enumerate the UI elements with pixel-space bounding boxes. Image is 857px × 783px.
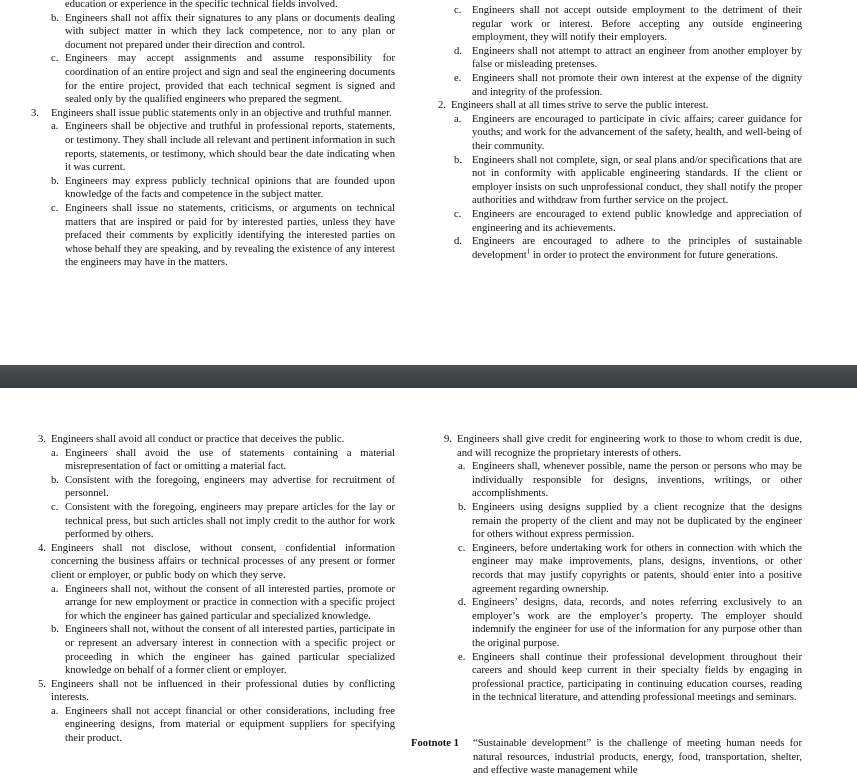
clause-c: c. Engineers shall issue no statements, criticisms, or arguments on technical matters that are inspired or paid for by interested parties, unless they have prefaced their comments by explicitly identifying the interested parties on whose behalf they are speaking, and by revealing the existence of any interest the engineers may have in the matters. (51, 202, 395, 269)
section-5: 5. Engineers shall not be influenced in their professional duties by conflicting interests. (38, 678, 395, 704)
clause-c: c. Engineers may accept assignments and assume responsibility for coordination of an entire project and sign and seal the engineering documents for the entire project, provided that each technical segment is signed and sealed only by the qualified engineers who prepared the segment. (51, 53, 395, 106)
footnote-ref[interactable]: 1 (526, 247, 531, 256)
clause-b: b. Engineers shall not, without the consent of all interested parties, participate in or represent an adversary interest in connection with a specific project or proceeding in which the engineer has gained particular specialized knowledge on behalf of a former client or employer. (51, 624, 395, 677)
clause-b: b. Engineers shall not affix their signatures to any plans or documents dealing with subject matter in which they lack competence, nor to any plan or document not prepared under their direction and control. (51, 12, 395, 51)
clause-a: a. Engineers shall, whenever possible, name the person or persons who may be individually responsible for designs, inventions, writings, or other accomplishments. (458, 461, 802, 500)
clause-c: c. Consistent with the foregoing, engineers may prepare articles for the lay or technical press, but such articles shall not imply credit to the author for work performed by others. (51, 501, 395, 541)
section-4: 4. Engineers shall not disclose, without consent, confidential information concerning the business affairs or technical processes of any present or former client or employer, or public body on which they serve. (38, 542, 395, 581)
page2-right-column (444, 433, 802, 705)
page-separator (0, 365, 857, 388)
footnote (411, 737, 802, 778)
clause-a: a. Engineers shall not, without the consent of all interested parties, promote or arrange for new employment or practice in connection with a specific project for which the engineer has gained particular and specialized knowledge. (51, 583, 395, 622)
clause-b: b. Engineers using designs supplied by a client recognize that the designs remain the property of the client and may not be duplicated by the engineer for others without express permission. (458, 501, 802, 541)
clause-b: b. Engineers may express publicly technical opinions that are founded upon knowledge of the facts and competence in the subject matter. (51, 175, 395, 201)
clause-b: b. Engineers shall not complete, sign, or seal plans and/or specifications that are not in conformity with applicable engineering standards. If the client or employer insists on such unprofessional conduct, they shall notify the proper authorities and withdraw from further service on the project. (454, 154, 802, 207)
clause-b: b. Consistent with the foregoing, engineers may advertise for recruitment of personnel. (51, 474, 395, 500)
clause-c: c. Engineers, before undertaking work for others in connection with which the engineer may make improvements, plans, designs, inventions, or other records that may justify copyrights or patents, should enter into a positive agreement regarding ownership. (458, 542, 802, 595)
document-page-2 (0, 388, 857, 783)
clause-e: e. Engineers shall continue their professional development throughout their careers and should keep current in their specialty fields by engaging in professional practice, participating in continuing education courses, reading in the technical literature, and attending professional meetings and seminars. (458, 651, 802, 704)
clause-a: a. Engineers shall avoid the use of statements containing a material misrepresentation of fact or omitting a material fact. (51, 447, 395, 473)
clause-d: d. Engineers are encouraged to adhere to the principles of sustainable development$^1$ in order to protect the environment for future generations. (454, 236, 802, 261)
clause-a: a. Engineers shall be objective and truthful in professional reports, statements, or testimony. They shall include all relevant and pertinent information in such reports, statements, or testimony, which should bear the date indicating when it was current. (51, 121, 395, 174)
section-3: 3. Engineers shall avoid all conduct or practice that deceives the public. (38, 434, 345, 445)
clause-e: e. Engineers shall not promote their own interest at the expense of the dignity and integrity of the profession. (454, 72, 802, 98)
footnote-text: “Sustainable development” is the challenge of meeting human needs for natural resources, industrial products, energy, food, transportation, shelter, and effective waste management while (473, 738, 802, 777)
page2-left-column (38, 433, 395, 746)
clause-d: d. Engineers’ designs, data, records, and notes referring exclusively to an employer’s work are the employer’s property. The employer should indemnify the engineer for use of the information for any purpose other than the original purpose. (458, 597, 802, 649)
clause-d: d. Engineers shall not attempt to attract an engineer from another employer by false or misleading pretenses. (454, 45, 802, 71)
page1-right-column (438, 4, 802, 262)
section-3: 3. Engineers shall issue public statements only in an objective and truthful manner. (31, 107, 392, 119)
section-2: 2. Engineers shall at all times strive to serve the public interest. (438, 100, 709, 112)
page1-left-column (31, 1, 395, 270)
clause-a: a. Engineers are encouraged to participate in civic affairs; career guidance for youths; and work for the advancement of the safety, health, and well-being of their community. (454, 113, 802, 152)
clause-c: c. Engineers are encouraged to extend public knowledge and appreciation of engineering and its achievements. (454, 208, 802, 234)
footnote-label: Footnote 1 (411, 738, 459, 749)
section-9: 9. Engineers shall give credit for engineering work to those to whom credit is due, and will recognize the proprietary interests of others. (444, 434, 802, 459)
clause-a: a. Engineers shall not accept financial or other considerations, including free engineering designs, from material or equipment suppliers for specifying their product. (51, 705, 395, 745)
document-page-1 (0, 0, 857, 365)
clause-continuation: education or experience in the specific technical fields involved. (65, 0, 338, 10)
clause-c: c. Engineers shall not accept outside employment to the detriment of their regular work or interest. Before accepting any outside engineering employment, they will notify their employers. (454, 5, 802, 44)
